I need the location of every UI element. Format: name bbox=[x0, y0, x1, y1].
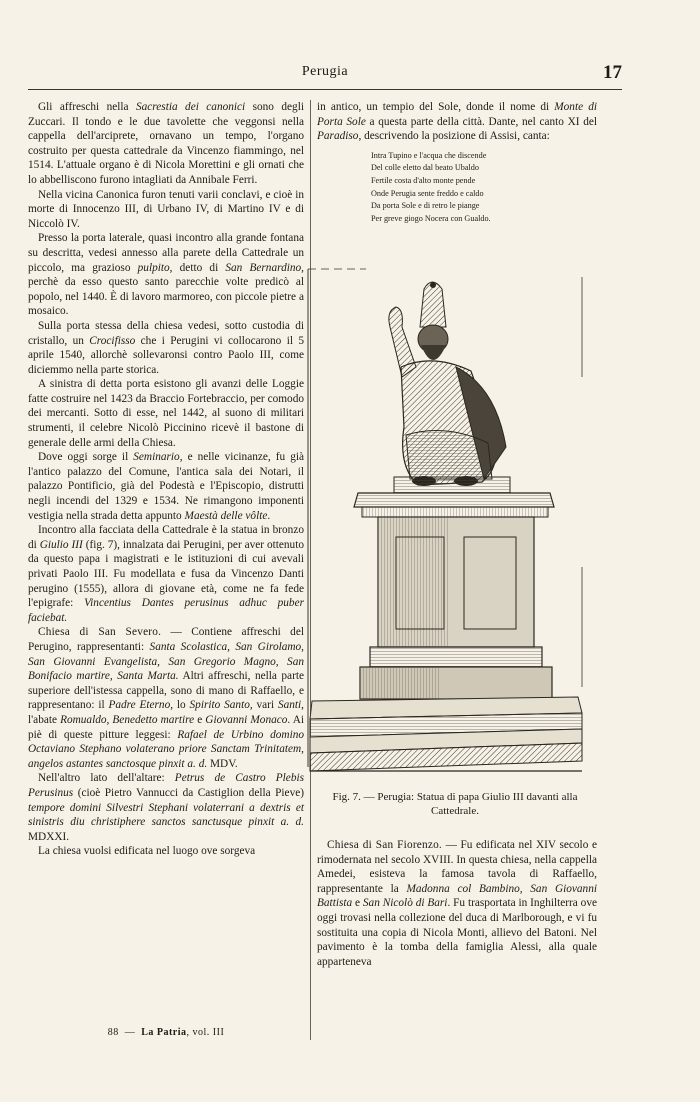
header-rule bbox=[28, 89, 622, 90]
verse-line: Del colle eletto dal beato Ubaldo bbox=[371, 163, 479, 173]
section-heading: Chiesa di San Severo. bbox=[38, 626, 162, 639]
running-head bbox=[28, 62, 622, 84]
paragraph bbox=[28, 771, 304, 844]
text-run: , l'abate bbox=[28, 699, 304, 726]
text-run: Gli affreschi nella bbox=[38, 101, 136, 113]
paragraph bbox=[28, 844, 304, 859]
italic-run: Monte di Porta Sole bbox=[317, 101, 597, 128]
text-run: e bbox=[194, 713, 206, 726]
italic-run: Sacrestia dei canonici bbox=[136, 101, 246, 113]
paragraph bbox=[28, 100, 304, 188]
italic-run: tempore domini Silvestri Stephani volaterrani a dextris et sinistris diu christiphere sanctos sanctusque pinxit a. d. bbox=[28, 801, 304, 829]
text-run: in antico, un tempio del Sole, donde il nome di bbox=[317, 101, 555, 113]
verse-line: Da porta Sole e di retro le piange bbox=[371, 201, 480, 211]
paragraph bbox=[317, 100, 597, 144]
text-run: MDXXI. bbox=[28, 830, 70, 843]
figure-caption: Fig. 7. — Perugia: Statua di papa Giulio III davanti alla Cattedrale. bbox=[332, 791, 578, 817]
italic-run: Crocifisso bbox=[89, 334, 136, 347]
italic-run: Spirito Santo bbox=[189, 699, 250, 712]
section-heading: Chiesa di San Fiorenzo. bbox=[327, 839, 442, 851]
paragraph bbox=[28, 625, 304, 771]
text-run: . bbox=[267, 509, 271, 522]
italic-run: San Bernardino bbox=[225, 261, 302, 274]
running-head-title: Perugia bbox=[301, 64, 349, 79]
paragraph bbox=[28, 377, 304, 450]
text-run: a questa parte della città. Dante, nel canto XI del bbox=[365, 115, 597, 128]
text-run: e bbox=[352, 897, 363, 910]
text-run: MDV. bbox=[207, 757, 238, 770]
italic-run: pulpito bbox=[137, 261, 170, 274]
left-column bbox=[28, 100, 304, 859]
paragraph bbox=[28, 319, 304, 377]
italic-run: Giovanni Monaco bbox=[205, 713, 288, 726]
text-run: La chiesa vuolsi edificata nel luogo ove sorgeva bbox=[38, 845, 256, 858]
text-run: Nell'altro lato dell'altare: bbox=[38, 772, 175, 785]
text-run: , perchè da esso questo santo parecchie volte predicò al popolo, nel 1440. È di lavoro marmoreo, con piccole pietre a mosaico. bbox=[28, 261, 304, 318]
statue-illustration bbox=[306, 267, 584, 775]
right-column bbox=[317, 100, 597, 225]
text-run: A sinistra di detta porta esistono gli avanzi delle Loggie fatte costruire nel 1423 da Braccio Fortebraccio, per comodo dei mercanti. Sotto di esse, nel 1442, al suono di militari strumenti, il celebre Nicolò Piccinino ricevè il bastone di generale delle armi della Chiesa. bbox=[28, 378, 304, 449]
paragraph bbox=[317, 838, 597, 969]
verse-line: Intra Tupino e l'acqua che discende bbox=[371, 150, 487, 160]
text-run: Presso la porta laterale, quasi incontro alla grande fontana su descritta, vedesi annesso alla parete della Cattedrale un piccolo, ma grazioso bbox=[28, 232, 304, 274]
text-run: . Fu trasportata in Inghilterra ove oggi trovasi nella collezione del duca di Marlborough, e vi fu sostituita una copia di Nicola Monti, allievo del Batoni. Nel pavimento è la tomba della famiglia Alessi, alla quale apparteneva bbox=[317, 897, 597, 968]
text-run: Nella vicina Canonica furon tenuti varii conclavi, e cioè in morte di Innocenzo III, di Urbano IV, di Martino IV e di Niccolò IV. bbox=[28, 188, 304, 230]
printer-signature: 88 — La Patria, vol. III bbox=[107, 1027, 225, 1038]
text-run: Altri affreschi, nella parte superiore dell'istessa cappella, sono di mano di Raffaello, e rappresentano: il bbox=[28, 670, 304, 712]
italic-run: Petrus de Castro Plebis Perusinus bbox=[28, 772, 304, 799]
italic-run: Santa Scolastica, San Girolamo, San Giovanni Evangelista, San Gregorio Magno, San Bonifacio martire, Santa Marta. bbox=[28, 640, 305, 683]
italic-run: Vincentius Dantes perusinus adhuc puber faciebat. bbox=[28, 597, 304, 624]
text-run: (cioè Pietro Vannucci da Castiglion della Pieve) bbox=[73, 786, 304, 799]
volume-label: , vol. III bbox=[186, 1027, 225, 1038]
text-run: , detto di bbox=[169, 261, 226, 274]
text-run: Dove oggi sorge il bbox=[38, 451, 134, 464]
paragraph bbox=[28, 523, 304, 625]
signature-number: 88 bbox=[107, 1027, 119, 1038]
text-run: , lo bbox=[170, 699, 190, 712]
dante-verse bbox=[371, 150, 591, 226]
verse-line: Onde Perugia sente freddo e caldo bbox=[371, 188, 484, 198]
text-run: Incontro alla facciata della Cattedrale è la statua in bronzo di bbox=[28, 524, 304, 551]
paragraph bbox=[28, 231, 304, 319]
italic-run: Maestà delle vôlte bbox=[184, 509, 268, 522]
italic-run: Madonna col Bambino, San Giovanni Battista bbox=[317, 882, 597, 910]
italic-run: Giulio III bbox=[39, 538, 83, 551]
text-run: che i Perugini vi collocarono il 5 aprile 1540, allorchè sollevaronsi contro Paolo III, come diciemmo nella parte storica. bbox=[28, 334, 304, 376]
italic-run: Paradiso bbox=[317, 130, 359, 143]
text-run: , vari bbox=[249, 699, 278, 712]
text-run: . Ai piè di queste pitture leggesi: bbox=[28, 713, 304, 741]
verse-line: Per greve giogo Nocera con Gualdo. bbox=[371, 213, 491, 223]
text-run: (fig. 7), innalzata dai Perugini, per aver ottenuto da questo papa i magistrati e le istituzioni di cui avevali privati Paolo III. Fu modellata e fusa da Vincenzo Danti perugino (1555), allora di giovane età, come ne fa fede l'epigrafe: bbox=[28, 538, 304, 610]
page-number: 17 bbox=[603, 62, 622, 83]
text-run: — Contiene affreschi del Perugino, rappresentanti: bbox=[28, 626, 304, 653]
paragraph bbox=[28, 450, 304, 523]
italic-run: San Nicolò di Bari bbox=[362, 897, 448, 910]
italic-run: Romualdo, Benedetto martire bbox=[60, 713, 195, 726]
text-run: , e nelle vicinanze, fu già l'antico palazzo del Comune, l'antica sala dei Notari, il palazzo Pontificio, già del Podestà e l'Episcopio, distrutti negli incendi del 1329 e 1534. Ne rimangono imponenti vestigia nella strada detta appunto bbox=[28, 451, 304, 522]
text-run: sono degli Zuccari. Il tondo e le due tavolette che veggonsi nella cappella dell'arciprete, ornavano un tempo, l'organo costruito per questa cattedrale da Vincenzo fiammingo, nel 1514. L'attuale organo è di Nicola Morettini e gli ornati che lo abbelliscono furono intagliati da Annibale Ferri. bbox=[28, 101, 304, 186]
italic-run: Seminario bbox=[133, 451, 180, 464]
paragraph bbox=[28, 188, 304, 232]
text-run: Sulla porta stessa della chiesa vedesi, sotto custodia di cristallo, un bbox=[28, 319, 304, 347]
italic-run: Rafael de Urbino domino Octaviano Stephano volaterano priore Sanctam Trinitatem, angelos astantes sanctosque pinxit a. d. bbox=[28, 728, 305, 770]
text-run: , descrivendo la posizione di Assisi, canta: bbox=[358, 130, 550, 143]
verse-line: Fertile costa d'alto monte pende bbox=[371, 175, 476, 185]
right-column-lower bbox=[317, 838, 597, 969]
italic-run: Santi bbox=[277, 699, 302, 712]
text-run: — Fu edificata nel XIV secolo e rimodernata nel secolo XVIII. In questa chiesa, nella cappella Amedei, esisteva la famosa tavola di Raffaello, rappresentante la bbox=[317, 839, 597, 895]
statue-engraving bbox=[306, 267, 584, 775]
italic-run: Padre Eterno bbox=[108, 699, 171, 712]
series-title: La Patria bbox=[141, 1027, 187, 1038]
